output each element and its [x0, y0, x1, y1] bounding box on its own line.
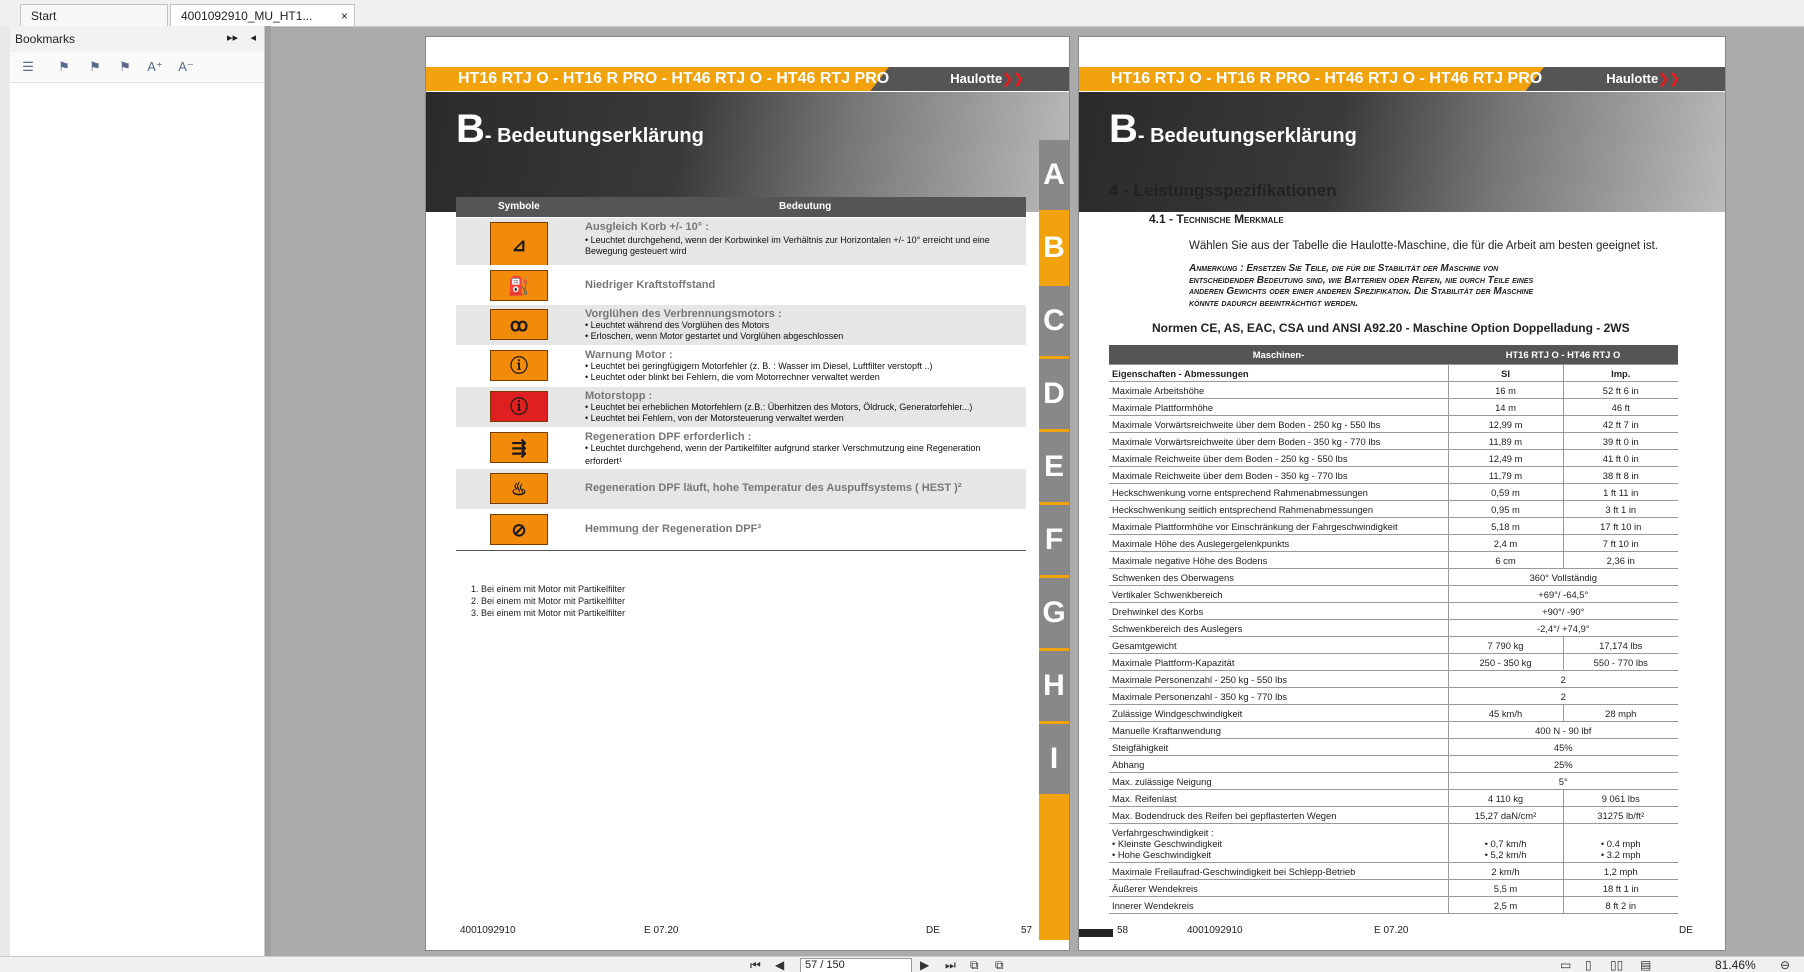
table-row: Abhang 25% [1109, 756, 1678, 773]
previous-page-icon[interactable]: ◀ [775, 958, 785, 972]
chapter-d[interactable]: D [1039, 359, 1069, 432]
bookmarks-title: Bookmarks [15, 32, 76, 46]
table-row: Maximale Reichweite über dem Boden - 350 kg - 770 lbs 11,79 m 38 ft 8 in [1109, 467, 1678, 484]
page-header-bar [426, 67, 1069, 91]
dpf-inhibit-icon: ⊘ [490, 514, 548, 545]
close-icon[interactable]: × [340, 9, 348, 23]
table-row: Maximale Reichweite über dem Boden - 250 kg - 550 lbs 12,49 m 41 ft 0 in [1109, 450, 1678, 467]
table-row: Maximale Plattformhöhe vor Einschränkung der Fahrgeschwindigkeit 5,18 m 17 ft 10 in [1109, 518, 1678, 535]
chapter-i[interactable]: I [1039, 724, 1069, 797]
table-row: ꝏ Vorglühen des Verbrennungsmotors : • Leuchtet während des Vorglühen des Motors • Erloschen, wenn Motor gestartet und Vorglühen abgeschlossen [456, 304, 1026, 345]
table-row: Maximale Vorwärtsreichweite über dem Boden - 250 kg - 550 lbs 12,99 m 42 ft 7 in [1109, 416, 1678, 433]
table-row: ⊘ Hemmung der Regeneration DPF³ [456, 509, 1026, 551]
basket-level-icon: ⊿ [490, 222, 548, 266]
note-text: Anmerkung : Ersetzen Sie Teile, die für die Stabilität der Maschine von entscheidender Bedeutung sind, wie Batterien oder Reifen, nie durch Teile eines anderen Gewichts oder einer anderen Spezifikation. Die Stabilität der Maschine könnte dadurch beeinträchtigt werden. [1189, 263, 1534, 309]
document-page-58 [1078, 36, 1726, 951]
table-row: Maximale negative Höhe des Bodens 6 cm 2,36 in [1109, 552, 1678, 569]
footer-marker [1079, 929, 1113, 937]
hest-icon: ♨ [490, 473, 548, 504]
footer-doc-number: 4001092910 [460, 925, 516, 936]
heading-technical: 4.1 - Technische Merkmale [1149, 212, 1284, 226]
footer-page-number: 58 [1117, 925, 1129, 936]
engine-warning-icon: ⓘ [490, 350, 548, 381]
spec-table [1109, 345, 1678, 914]
zoom-out-icon[interactable]: ⊖ [1780, 958, 1791, 972]
table-row: Verfahrgeschwindigkeit : • Kleinste Geschwindigkeit • Hohe Geschwindigkeit • 0,7 km/h • 5,2 km/h • 0.4 mph • 3.2 mph [1109, 824, 1678, 863]
table-row: Maximale Personenzahl - 250 kg - 550 lbs 2 [1109, 671, 1678, 688]
table-row: ⓘ Motorstopp : • Leuchtet bei erheblichen Motorfehlern (z.B.: Überhitzen des Motors, Öldruck, Generatorfehler...) • Leuchtet bei Fehlern, von der Motorsteuerung verwaltet werden [456, 386, 1026, 427]
table-row: Innerer Wendekreis 2,5 m 8 ft 2 in [1109, 897, 1678, 914]
zoom-level[interactable]: 81.46% [1715, 958, 1756, 972]
table-row: Maximale Vorwärtsreichweite über dem Boden - 350 kg - 770 lbs 11,89 m 39 ft 0 in [1109, 433, 1678, 450]
table-row: Vertikaler Schwenkbereich +69°/ -64,5° [1109, 586, 1678, 603]
model-header: HT16 RTJ O - HT16 R PRO - HT46 RTJ O - HT46 RTJ PRO [1111, 70, 1543, 87]
single-page-icon[interactable]: ▭ [1560, 958, 1572, 972]
tab-label: 4001092910_MU_HT1... [181, 9, 313, 23]
table-row: Schwenkbereich des Auslegers -2,4°/ +74,9° [1109, 620, 1678, 637]
table-row: Maximale Personenzahl - 350 kg - 770 lbs 2 [1109, 688, 1678, 705]
table-row: Maximale Arbeitshöhe 16 m 52 ft 6 in [1109, 382, 1678, 399]
delete-bookmark-icon[interactable]: ⚑ [119, 59, 131, 74]
chapter-e[interactable]: E [1039, 432, 1069, 505]
intro-text: Wählen Sie aus der Tabelle die Haulotte-Maschine, die für die Arbeit am besten geeignet ist. [1189, 240, 1659, 252]
table-subheader: Eigenschaften - Abmessungen SI Imp. [1109, 365, 1678, 382]
footnotes: 1. Bei einem mit Motor mit Partikelfilter 2. Bei einem mit Motor mit Partikelfilter 3. Bei einem mit Motor mit Partikelfilter [471, 584, 626, 618]
table-row: ⛽ Niedriger Kraftstoffstand [456, 265, 1026, 304]
chapter-f[interactable]: F [1039, 505, 1069, 578]
chapter-b[interactable]: B [1039, 213, 1069, 286]
fuel-icon: ⛽ [490, 270, 548, 301]
tab-label: Start [31, 9, 57, 23]
panel-splitter[interactable] [265, 26, 271, 956]
table-row: Maximale Plattform-Kapazität 250 - 350 kg 550 - 770 lbs [1109, 654, 1678, 671]
section-title: B- Bedeutungserklärung [1109, 107, 1357, 151]
table-header: Maschinen- HT16 RTJ O - HT46 RTJ O [1109, 345, 1678, 365]
table-row: Zulässige Windgeschwindigkeit 45 km/h 28 mph [1109, 705, 1678, 722]
add-bookmark-icon[interactable]: ⚑ [58, 59, 70, 74]
facing-page-icon[interactable]: ▯▯ [1610, 958, 1624, 972]
next-page-icon[interactable]: ▶ [920, 958, 930, 972]
footer-date: E 07.20 [1374, 925, 1409, 936]
continuous-page-icon[interactable]: ▯ [1585, 958, 1592, 972]
norms-heading: Normen CE, AS, EAC, CSA und ANSI A92.20 - Maschine Option Doppelladung - 2WS [1152, 321, 1630, 335]
previous-view-icon[interactable]: ⧉ [970, 958, 979, 972]
chapter-g[interactable]: G [1039, 578, 1069, 651]
table-row: Max. zulässige Neigung 5° [1109, 773, 1678, 790]
bookmarks-header [10, 26, 264, 52]
shrink-text-icon[interactable]: A⁻ [178, 59, 194, 74]
preheat-icon: ꝏ [490, 309, 548, 340]
section-title: B- Bedeutungserklärung [456, 107, 704, 151]
table-row: Maximale Freilaufrad-Geschwindigkeit bei Schlepp-Betrieb 2 km/h 1,2 mph [1109, 863, 1678, 880]
document-page-57 [425, 36, 1070, 951]
table-row: ⓘ Warnung Motor : • Leuchtet bei geringfügigem Motorfehler (z. B. : Wasser im Diesel, Luftfilter verstopft ..) • Leuchtet oder blinkt bei Fehlern, die vom Motorrechner verwaltet werden [456, 345, 1026, 386]
table-row: ⇶ Regeneration DPF erforderlich : • Leuchtet durchgehend, wenn der Partikelfilter aufgrund starker Verschmutzung eine Regeneration erfordert¹ [456, 427, 1026, 468]
chapter-a[interactable]: A [1039, 140, 1069, 213]
footer-date: E 07.20 [644, 925, 679, 936]
continuous-facing-icon[interactable]: ▤ [1640, 958, 1652, 972]
engine-stop-icon: ⓘ [490, 391, 548, 422]
footer-doc-number: 4001092910 [1187, 925, 1243, 936]
table-row: Schwenken des Oberwagens 360° Vollständig [1109, 569, 1678, 586]
footer-language: DE [1679, 925, 1693, 936]
bookmarks-panel [10, 26, 265, 956]
dpf-regen-icon: ⇶ [490, 432, 548, 463]
bookmarks-toolbar [10, 52, 264, 83]
expand-text-icon[interactable]: A⁺ [147, 59, 163, 74]
collapse-icon[interactable]: ▸▸ [226, 32, 238, 44]
tab-bar [0, 0, 1804, 27]
haulotte-logo: Haulotte❯❯ [1606, 71, 1680, 86]
status-bar [0, 956, 1804, 972]
table-row: ♨ Regeneration DPF läuft, hohe Temperatur des Auspuffsystems ( HEST )² [456, 468, 1026, 509]
table-row: Max. Bodendruck des Reifen bei gepflasterten Wegen 15,27 daN/cm² 31275 lb/ft² [1109, 807, 1678, 824]
heading-performance: 4 - Leistungsspezifikationen [1109, 181, 1337, 200]
symbols-table [456, 197, 1026, 551]
tab-document[interactable] [170, 4, 355, 26]
bookmark-options-icon[interactable]: ☰ [22, 59, 34, 74]
next-view-icon[interactable]: ⧉ [995, 958, 1004, 972]
page-number-field[interactable]: 57 / 150 [800, 958, 912, 972]
table-row: Max. Reifenlast 4 110 kg 9 061 lbs [1109, 790, 1678, 807]
table-row: ⊿ Ausgleich Korb +/- 10° : • Leuchtet durchgehend, wenn der Korbwinkel im Verhältnis zur Horizontalen +/- 10° erreicht und eine Bewegung gesteuert wird [456, 217, 1026, 265]
table-row: Maximale Höhe des Auslegergelenkpunkts 2,4 m 7 ft 10 in [1109, 535, 1678, 552]
table-row: Maximale Plattformhöhe 14 m 46 ft [1109, 399, 1678, 416]
chapter-h[interactable]: H [1039, 651, 1069, 724]
page-header-bar [1079, 67, 1725, 91]
first-page-icon[interactable]: ⏮ [750, 958, 761, 972]
table-row: Heckschwenkung vorne entsprechend Rahmenabmessungen 0,59 m 1 ft 11 in [1109, 484, 1678, 501]
model-header: HT16 RTJ O - HT16 R PRO - HT46 RTJ O - HT46 RTJ PRO [458, 70, 890, 87]
footer-language: DE [926, 925, 940, 936]
table-row: Drehwinkel des Korbs +90°/ -90° [1109, 603, 1678, 620]
table-row: Gesamtgewicht 7 790 kg 17,174 lbs [1109, 637, 1678, 654]
table-row: Steigfähigkeit 45% [1109, 739, 1678, 756]
table-row: Manuelle Kraftanwendung 400 N - 90 lbf [1109, 722, 1678, 739]
table-row: Äußerer Wendekreis 5,5 m 18 ft 1 in [1109, 880, 1678, 897]
haulotte-logo: Haulotte❯❯ [950, 71, 1024, 86]
add-child-bookmark-icon[interactable]: ⚑ [89, 59, 101, 74]
chapter-index [1039, 140, 1069, 940]
footer-page-number: 57 [1021, 925, 1033, 936]
last-page-icon[interactable]: ⏭ [945, 958, 956, 972]
tab-start[interactable] [20, 4, 168, 26]
chapter-c[interactable]: C [1039, 286, 1069, 359]
table-header: Symbole Bedeutung [456, 197, 1026, 217]
hide-panel-icon[interactable]: ◂ [250, 32, 256, 44]
table-row: Heckschwenkung seitlich entsprechend Rahmenabmessungen 0,95 m 3 ft 1 in [1109, 501, 1678, 518]
